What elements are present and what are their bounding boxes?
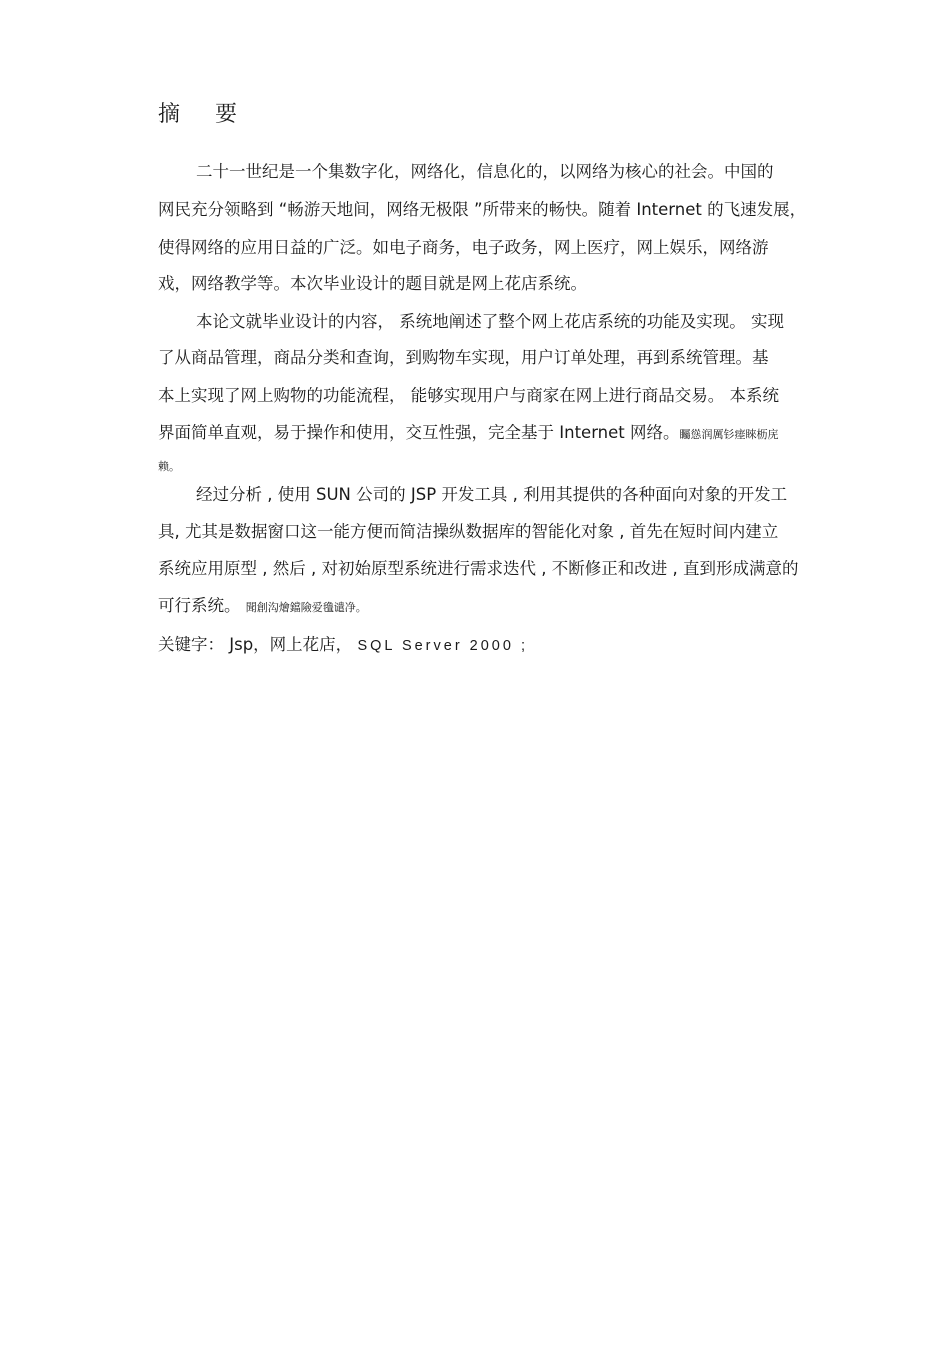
keywords-items: Jsp，网上花店，	[229, 635, 353, 654]
paragraph-2-line-1: 本论文就毕业设计的内容， 系统地阐述了整个网上花店系统的功能及实现。 实现	[196, 312, 784, 331]
page-title: 摘 要	[158, 102, 251, 127]
paragraph-1-line-3: 使得网络的应用日益的广泛。如电子商务，电子政务，网上医疗，网上娱乐，网络游	[158, 238, 769, 257]
paragraph-3-noise: 聞創沟燴鐺險爱氇谴净。	[245, 601, 367, 614]
paragraph-2-line-4	[158, 422, 779, 446]
paragraph-2-noise-b: 赖。	[158, 460, 180, 473]
keywords-label: 关键字：	[158, 635, 224, 654]
paragraph-2-line-3: 本上实现了网上购物的功能流程， 能够实现用户与商家在网上进行商品交易。 本系统	[158, 386, 779, 405]
keywords-line	[158, 634, 528, 657]
paragraph-3-line-1: 经过分析 , 使用 SUN 公司的 JSP 开发工具 , 利用其提供的各种面向对象的开发工	[196, 485, 788, 504]
paragraph-2-line-2: 了从商品管理，商品分类和查询，到购物车实现，用户订单处理，再到系统管理。基	[158, 348, 769, 367]
paragraph-2-line-4-text: 界面简单直观，易于操作和使用，交互性强，完全基于 Internet 网络。	[158, 423, 680, 442]
paragraph-3-line-4-text: 可行系统。	[158, 596, 241, 615]
paragraph-3-line-2: 具, 尤其是数据窗口这一能方便而简洁操纵数据库的智能化对象 , 首先在短时间内建立	[158, 522, 779, 541]
paragraph-1-line-2: 网民充分领略到 “畅游天地间，网络无极限 ”所带来的畅快。随着 Internet 的飞速发展，	[158, 200, 807, 219]
paragraph-3-line-3: 系统应用原型 , 然后 , 对初始原型系统进行需求迭代 , 不断修正和改进 , 直到形成满意的	[158, 559, 799, 578]
keywords-sql: SQL Server 2000 ;	[357, 638, 528, 654]
paragraph-1-line-4: 戏，网络教学等。本次毕业设计的题目就是网上花店系统。	[158, 274, 587, 293]
paragraph-2-noise-a: 矚慫润厲钐瘗睞枥庑	[679, 428, 779, 441]
paragraph-3-line-4	[158, 595, 367, 619]
paragraph-1-line-1: 二十一世纪是一个集数字化，网络化，信息化的，以网络为核心的社会。中国的	[196, 162, 774, 181]
